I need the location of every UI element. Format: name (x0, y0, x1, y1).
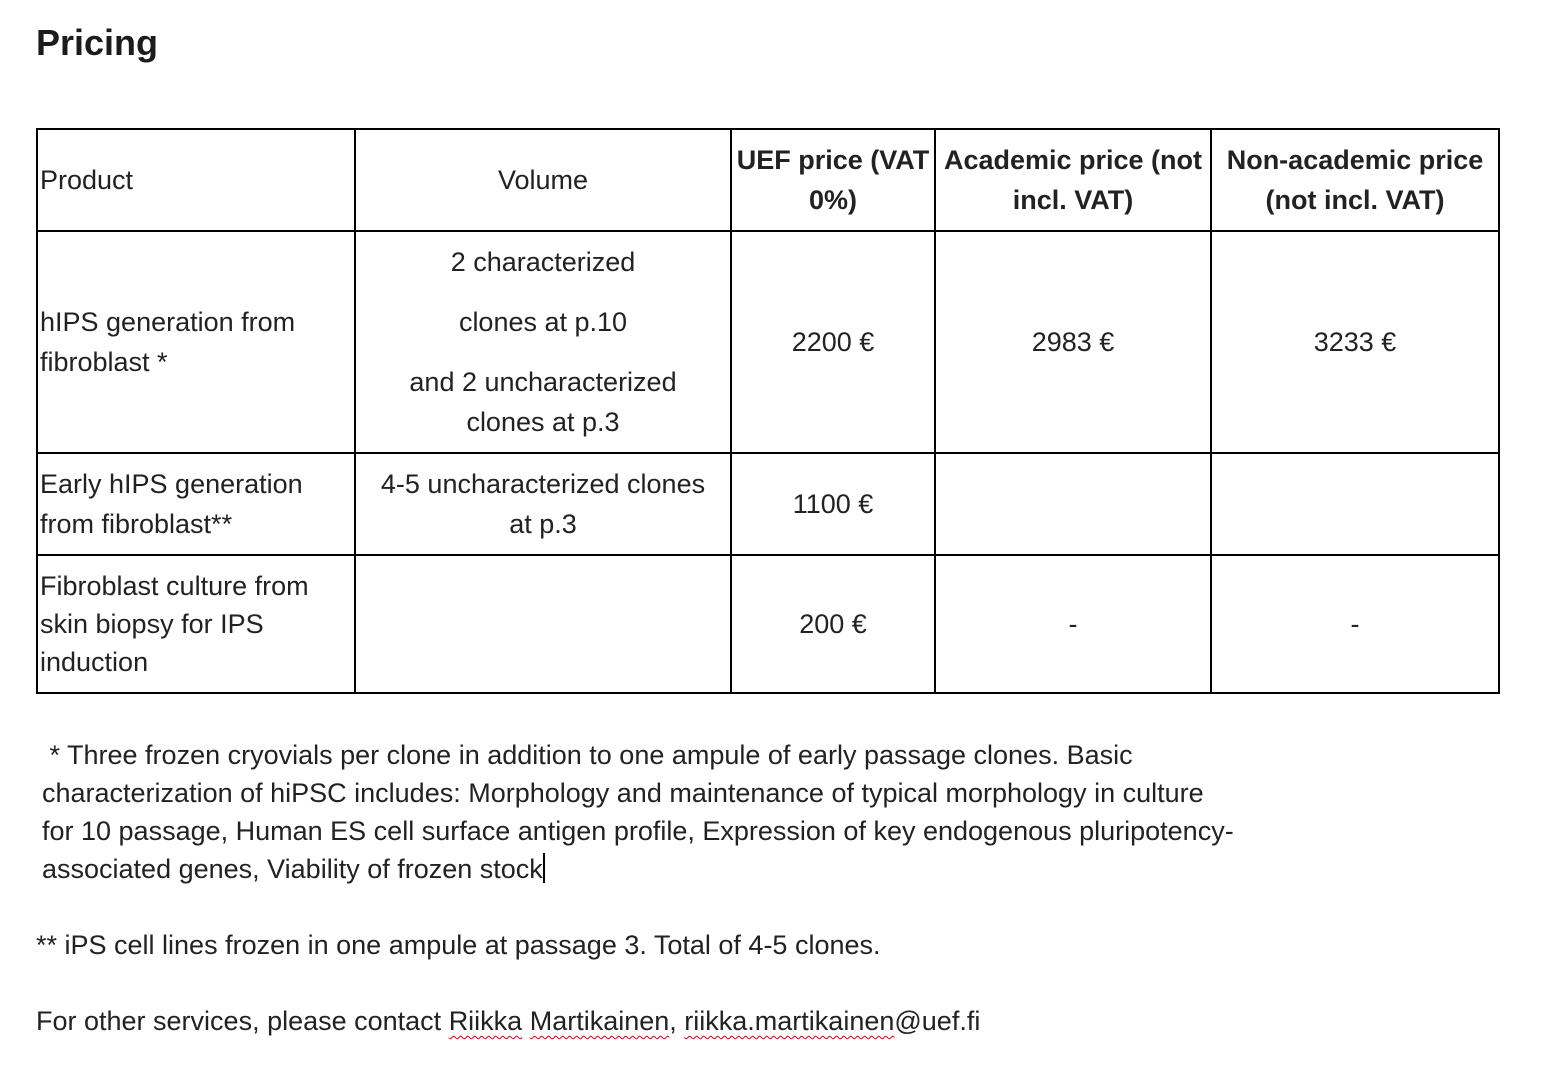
footnote-2[interactable]: ** iPS cell lines frozen in one ampule at passage 3. Total of 4-5 clones. (36, 930, 881, 960)
row1-product-line2: fibroblast * (40, 347, 168, 377)
contact-separator: , (669, 1006, 685, 1036)
page-title: Pricing (36, 22, 159, 63)
row2-volume (355, 453, 731, 555)
row2-nonacademic-price (1211, 453, 1499, 555)
header-nonacademic-line1: Non-academic price (1226, 145, 1484, 175)
row2-product-line1: Early hIPS generation (40, 469, 303, 499)
row3-academic-price: - (935, 555, 1211, 693)
contact-prefix: For other services, please contact (36, 1006, 449, 1036)
footnotes (36, 736, 1326, 1040)
row3-product-line3: induction (40, 647, 149, 677)
row1-product-line1: hIPS generation from (40, 307, 296, 337)
row2-volume-line1: 4-5 uncharacterized clones (380, 469, 706, 499)
row1-product (37, 231, 355, 453)
row1-volume (355, 231, 731, 453)
row3-volume (355, 555, 731, 693)
contact-email-domain[interactable]: @uef.fi (894, 1006, 981, 1036)
contact-first-name: Riikka (448, 1006, 523, 1036)
contact-line[interactable] (36, 1002, 1326, 1040)
table-row (37, 555, 1499, 693)
contact-email-user[interactable]: riikka.martikainen (684, 1006, 895, 1036)
row1-volume-line3: and 2 uncharacterized (409, 367, 677, 397)
row1-uef-price: 2200 € (731, 231, 935, 453)
table-row (37, 231, 1499, 453)
row3-uef-price: 200 € (731, 555, 935, 693)
header-academic-line2: incl. VAT) (1012, 185, 1134, 215)
header-uef-line2: 0%) (808, 185, 857, 215)
header-nonacademic-price (1211, 129, 1499, 231)
row1-nonacademic-price: 3233 € (1211, 231, 1499, 453)
row2-uef-price: 1100 € (731, 453, 935, 555)
header-volume: Volume (355, 129, 731, 231)
pricing-table (36, 128, 1500, 694)
row2-volume-line2: at p.3 (509, 509, 577, 539)
footnote-1-line2: characterization of hiPSC includes: Morphology and maintenance of typical morphology in culture (42, 778, 1204, 808)
table-header-row (37, 129, 1499, 231)
footnote-1[interactable] (36, 736, 1326, 888)
row3-product-line2: skin biopsy for IPS (40, 609, 264, 639)
header-academic-price (935, 129, 1211, 231)
header-nonacademic-line2: (not incl. VAT) (1265, 185, 1445, 215)
contact-last-name: Martikainen (529, 1006, 670, 1036)
row3-nonacademic-price: - (1211, 555, 1499, 693)
header-academic-line1: Academic price (not (943, 145, 1203, 175)
table-row (37, 453, 1499, 555)
row1-academic-price: 2983 € (935, 231, 1211, 453)
row1-volume-line4: clones at p.3 (466, 407, 620, 437)
row2-product-line2: from fibroblast** (40, 509, 233, 539)
header-product: Product (37, 129, 355, 231)
footnote-1-line4: associated genes, Viability of frozen stock (42, 854, 543, 884)
header-uef-price (731, 129, 935, 231)
footnote-1-line1: * Three frozen cryovials per clone in addition to one ampule of early passage clones. Basic (42, 740, 1133, 770)
footnote-1-line3: for 10 passage, Human ES cell surface antigen profile, Expression of key endogenous pluripotency- (42, 816, 1234, 846)
row3-product-line1: Fibroblast culture from (40, 571, 309, 601)
row3-product (37, 555, 355, 693)
row1-volume-line2: clones at p.10 (458, 307, 628, 337)
header-uef-line1: UEF price (VAT (736, 145, 930, 175)
row1-volume-line1: 2 characterized (450, 247, 636, 277)
row2-academic-price (935, 453, 1211, 555)
text-cursor (543, 853, 545, 883)
row2-product (37, 453, 355, 555)
